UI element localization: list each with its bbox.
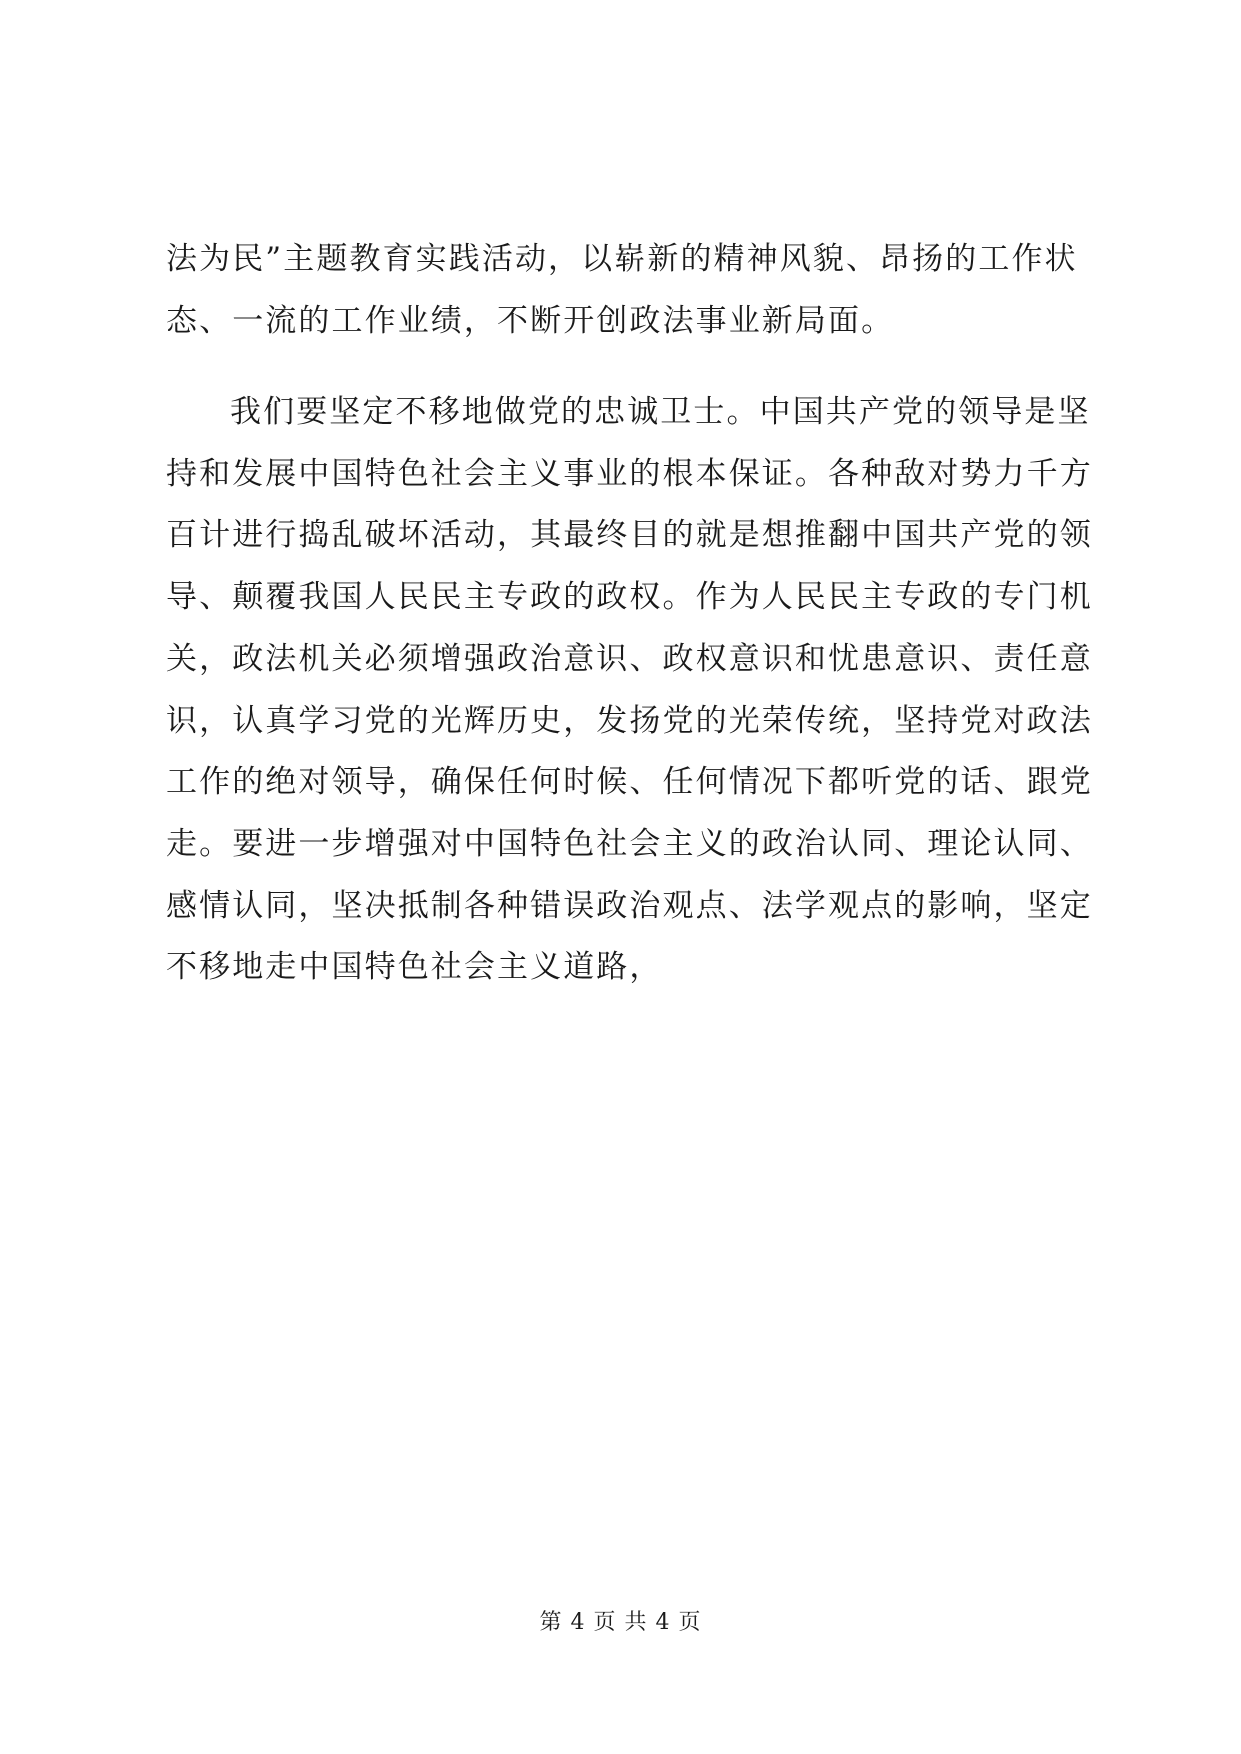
paragraph-line: 我们要坚定不移地做党的忠诚卫士。中国共产党的领导是坚: [230, 394, 1091, 430]
paragraph-line: 感情认同，坚决抵制各种错误政治观点、法学观点的影响，坚定: [166, 888, 1093, 924]
paragraph-line: 持和发展中国特色社会主义事业的根本保证。各种敌对势力千方: [166, 456, 1093, 492]
paragraph-line: 识，认真学习党的光辉历史，发扬党的光荣传统，坚持党对政法: [166, 703, 1093, 739]
paragraph-line: 法为民”主题教育实践活动，以崭新的精神风貌、昂扬的工作状: [166, 241, 1078, 277]
paragraph-line: 关，政法机关必须增强政治意识、政权意识和忧患意识、责任意: [166, 641, 1093, 677]
page-number-footer: 第 4 页 共 4 页: [539, 1610, 702, 1635]
paragraph-line: 态、一流的工作业绩，不断开创政法事业新局面。: [166, 303, 895, 339]
paragraph-line: 走。要进一步增强对中国特色社会主义的政治认同、理论认同、: [166, 826, 1093, 862]
paragraph-line: 工作的绝对领导，确保任何时候、任何情况下都听党的话、跟党: [166, 764, 1093, 800]
paragraph-line: 导、颠覆我国人民民主专政的政权。作为人民民主专政的专门机: [166, 579, 1093, 615]
paragraph-line: 不移地走中国特色社会主义道路，: [166, 949, 663, 985]
paragraph-line: 百计进行捣乱破坏活动，其最终目的就是想推翻中国共产党的领: [166, 517, 1093, 553]
